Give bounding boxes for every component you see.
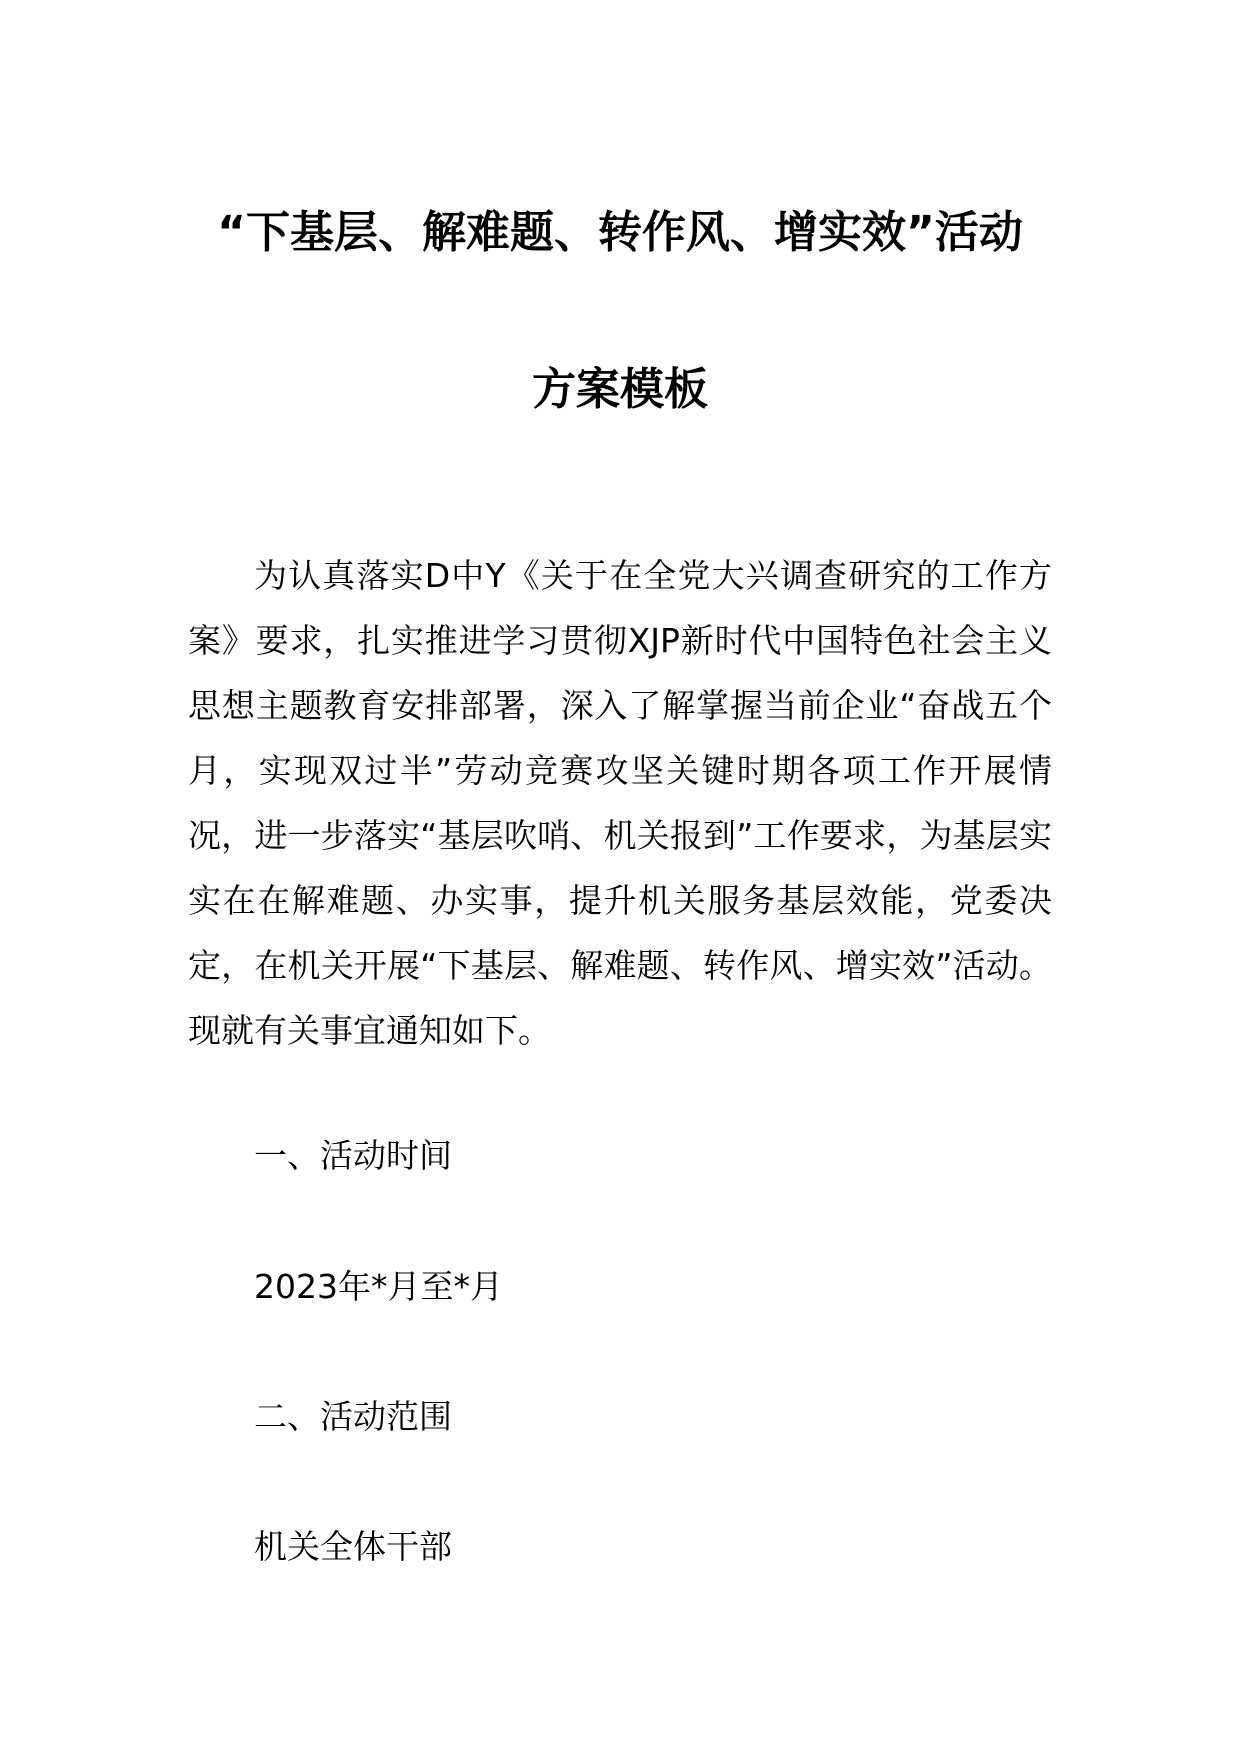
section-content-activity-time: 2023年*月至*月: [254, 1267, 503, 1306]
section-heading-activity-scope: 二、活动范围: [254, 1397, 452, 1436]
document-title-line-1: “下基层、解难题、转作风、增实效”活动: [217, 207, 1023, 258]
intro-paragraph: 为认真落实D中Y《关于在全党大兴调查研究的工作方案》要求，扎实推进学习贯彻XJP新时代中国特色社会主义思想主题教育安排部署，深入了解掌握当前企业“奋战五个月，实现双过半”劳动竞赛攻坚关键时期各项工作开展情况，进一步落实“基层吹哨、机关报到”工作要求，为基层实实在在解难题、办实事，提升机关服务基层效能，党委决定，在机关开展“下基层、解难题、转作风、增实效”活动。现就有关事宜通知如下。: [188, 556, 1052, 1050]
document-title-line-2: 方案模板: [532, 364, 708, 415]
section-heading-activity-time: 一、活动时间: [254, 1136, 452, 1175]
section-content-activity-scope: 机关全体干部: [254, 1527, 452, 1566]
